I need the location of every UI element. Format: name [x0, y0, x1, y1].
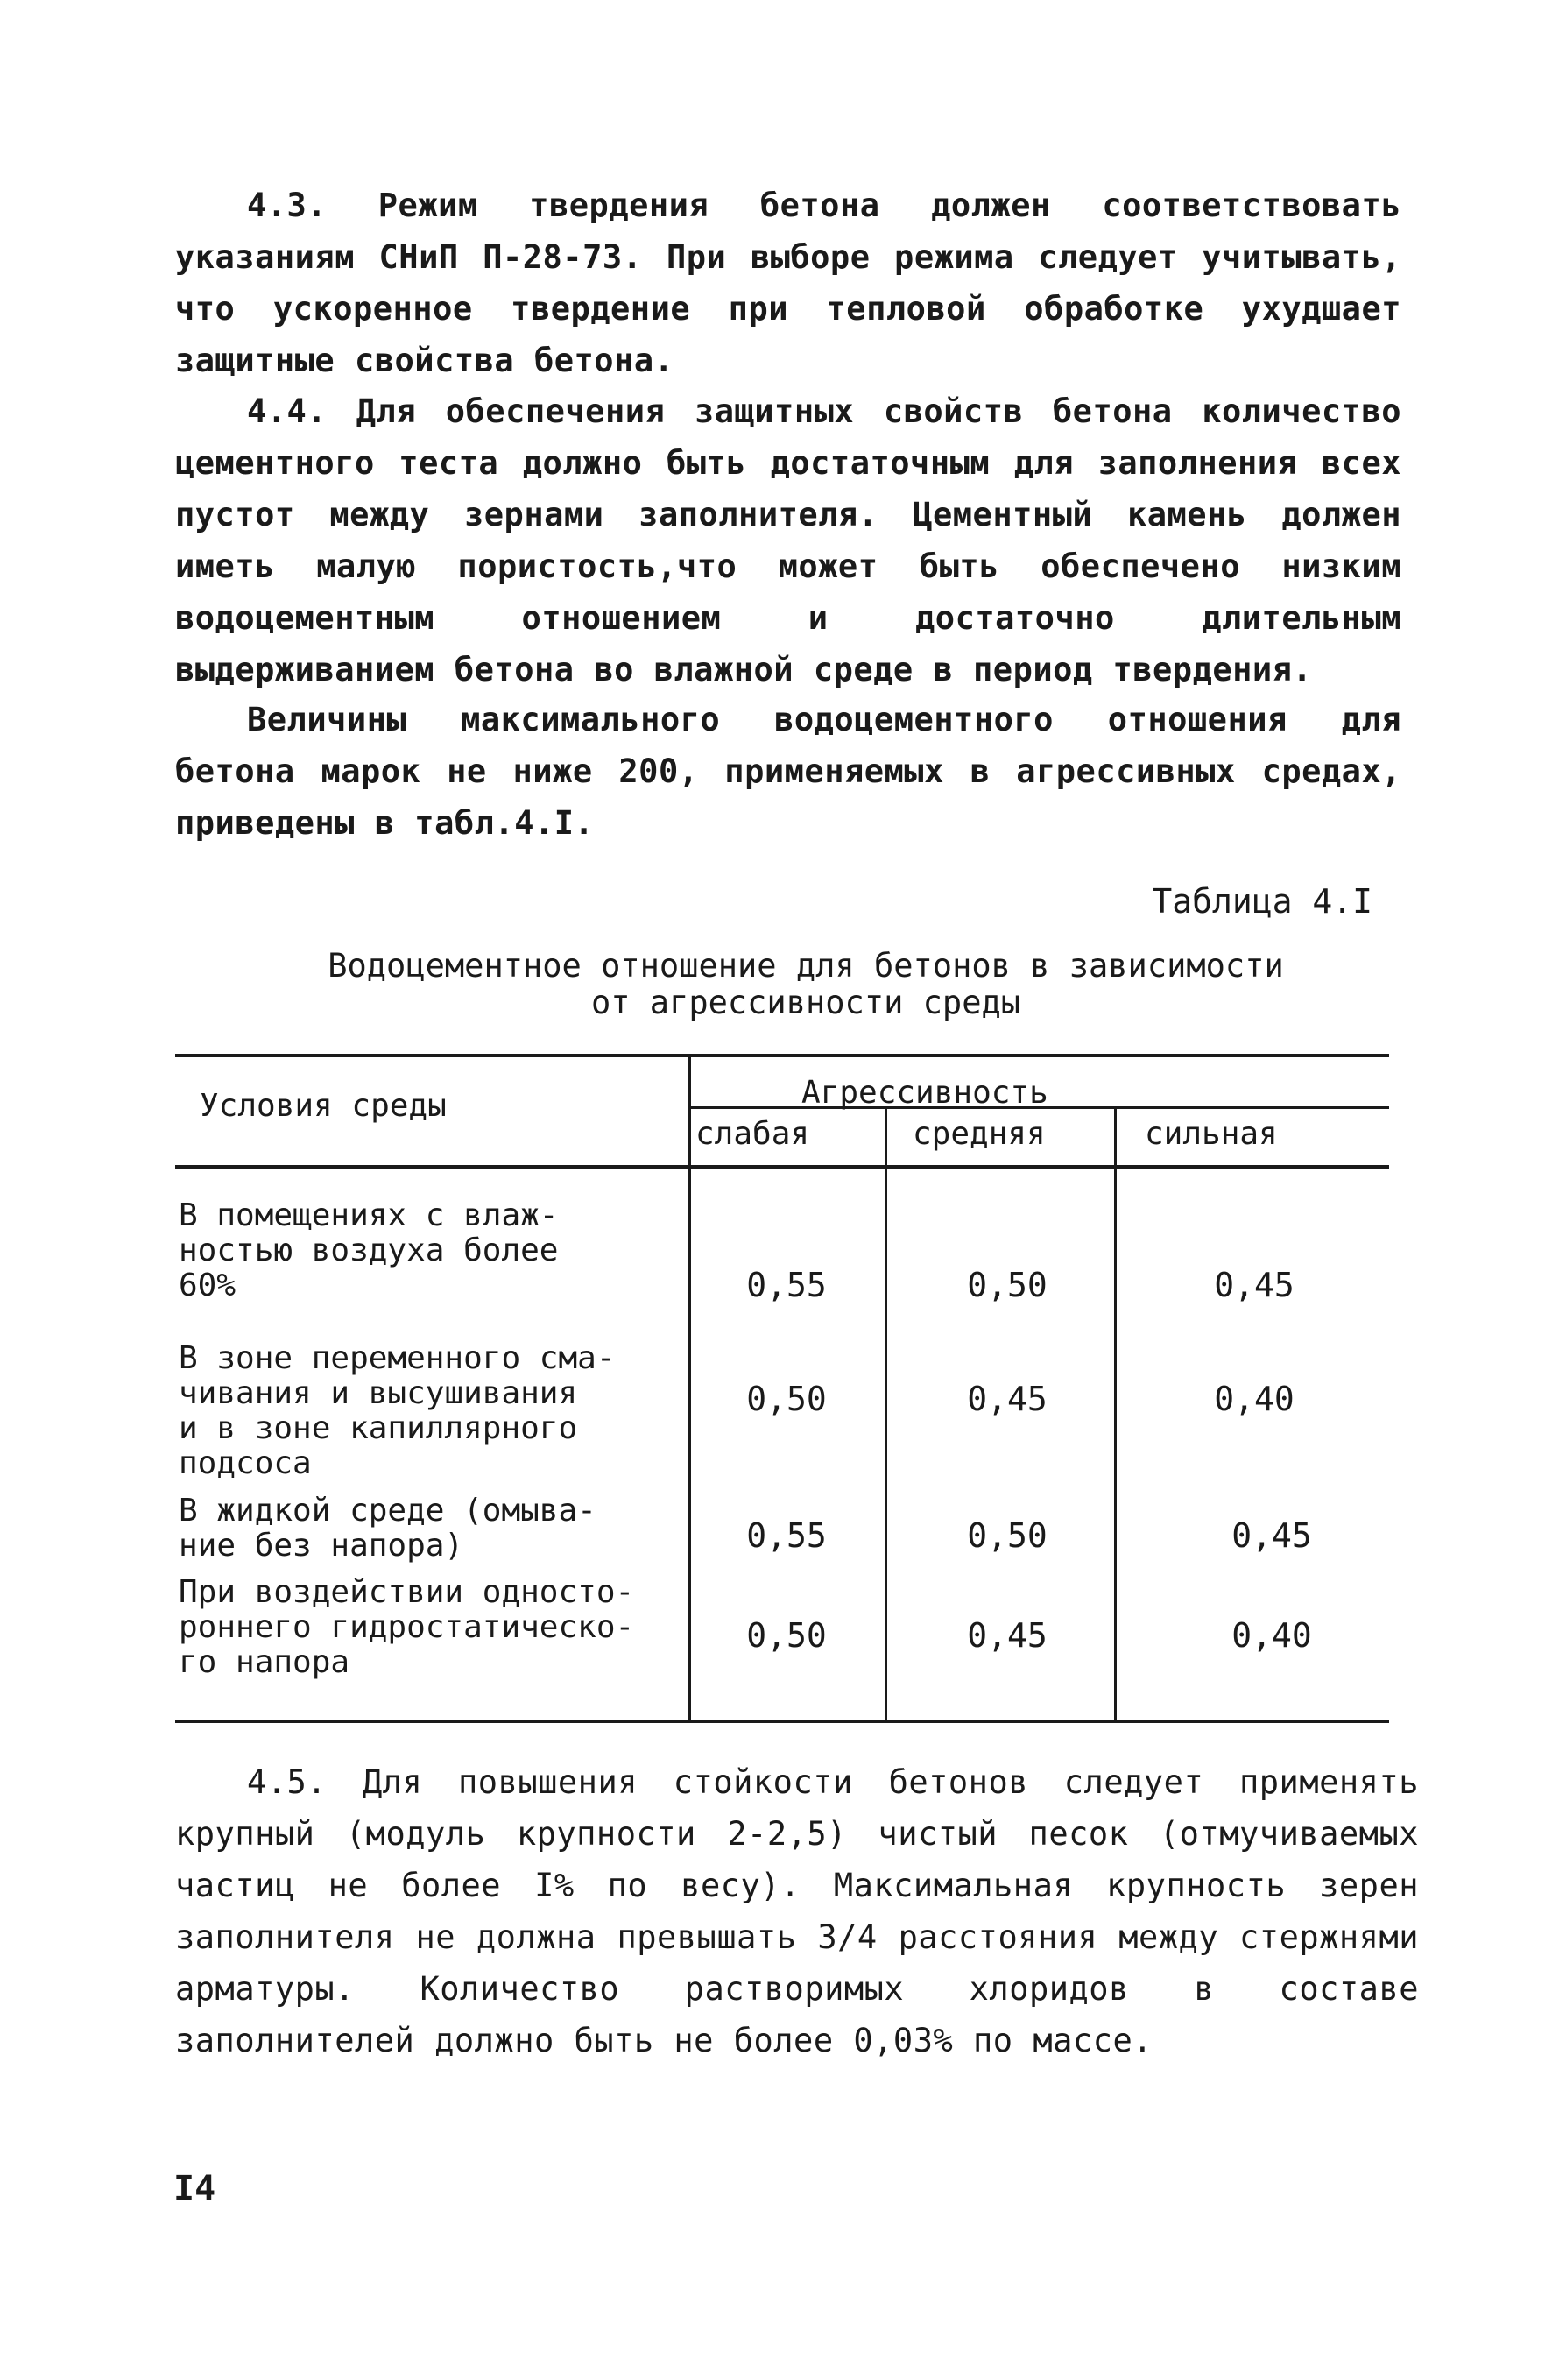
row-4-condition-line-3: го напора	[179, 1644, 350, 1680]
table-bottom-rule	[175, 1720, 1389, 1723]
header-aggressiveness: Агрессивность	[801, 1075, 1048, 1111]
row-3-medium-value: 0,50	[967, 1516, 1048, 1555]
row-3-condition-line-1: В жидкой среде (омыва-	[179, 1493, 596, 1529]
row-3-strong-value: 0,45	[1231, 1516, 1312, 1555]
paragraph-4-4-continued: Величины максимального водоцементного отношения для бетона марок не ниже 200, применяемых в агрессивных средах, приведены в табл.4.I.	[175, 701, 1401, 842]
row-4-weak-value: 0,50	[746, 1616, 827, 1655]
row-4-medium-value: 0,45	[967, 1616, 1048, 1655]
row-1-condition	[179, 1198, 678, 1303]
table-title-line-1: Водоцементное отношение для бетонов в зависимости	[328, 947, 1284, 985]
paragraph-4-5: 4.5. Для повышения стойкости бетонов следует применять крупный (модуль крупности 2-2,5) чистый песок (отмучиваемых частиц не более I% по весу). Максимальная крупность зерен заполнителя не должна превышать 3/4 расстояния между стержнями арматуры. Количество растворимых хлоридов в составе заполнителей должно быть не более 0,03% по массе.	[175, 1763, 1419, 2059]
row-2-condition-line-3: и в зоне капиллярного	[179, 1410, 578, 1446]
row-1-condition-line-2: ностью воздуха более	[179, 1232, 559, 1268]
table-top-rule	[175, 1054, 1389, 1057]
row-1-condition-line-3: 60%	[179, 1268, 236, 1303]
column-divider-conditions	[688, 1054, 691, 1721]
row-3-condition	[179, 1494, 678, 1564]
header-bottom-rule	[175, 1165, 1389, 1169]
row-2-condition	[179, 1341, 678, 1481]
table-label: Таблица 4.I	[1152, 882, 1372, 921]
row-2-condition-line-2: чивания и высушивания	[179, 1375, 578, 1411]
row-2-condition-line-1: В зоне переменного сма-	[179, 1340, 616, 1376]
column-divider-weak-medium	[885, 1108, 887, 1721]
row-1-condition-line-1: В помещениях с влаж-	[179, 1197, 559, 1233]
row-1-medium-value: 0,50	[967, 1266, 1048, 1304]
row-4-condition	[179, 1575, 678, 1680]
row-3-condition-line-2: ние без напора)	[179, 1528, 464, 1564]
water-cement-ratio-table	[175, 1054, 1389, 1724]
paragraph-4-4: 4.4. Для обеспечения защитных свойств бетона количество цементного теста должно быть достаточным для заполнения всех пустот между зернами заполнителя. Цементный камень должен иметь малую пористость,что может быть обеспечено низким водоцементным отношением и достаточно длительным выдерживанием бетона во влажной среде в период твердения.	[175, 392, 1401, 689]
header-strong: сильная	[1145, 1116, 1278, 1152]
row-4-condition-line-2: роннего гидростатическо-	[179, 1609, 635, 1645]
row-4-strong-value: 0,40	[1231, 1616, 1312, 1655]
row-2-strong-value: 0,40	[1214, 1380, 1295, 1418]
header-medium: средняя	[913, 1116, 1046, 1152]
row-3-weak-value: 0,55	[746, 1516, 827, 1555]
table-title-line-2: от агрессивности среды	[590, 984, 1021, 1021]
row-4-condition-line-1: При воздействии односто-	[179, 1574, 635, 1610]
row-2-medium-value: 0,45	[967, 1380, 1048, 1418]
row-2-weak-value: 0,50	[746, 1380, 827, 1418]
row-2-condition-line-4: подсоса	[179, 1445, 312, 1481]
header-weak: слабая	[695, 1116, 810, 1152]
column-divider-medium-strong	[1114, 1108, 1117, 1721]
paragraph-4-3: 4.3. Режим твердения бетона должен соответствовать указаниям СНиП П-28-73. При выборе режима следует учитывать, что ускоренное твердение при тепловой обработке ухудшает защитные свойства бетона.	[175, 187, 1401, 379]
row-1-strong-value: 0,45	[1214, 1266, 1295, 1304]
page-number: I4	[173, 2169, 216, 2209]
table-title	[263, 948, 1349, 1021]
header-conditions: Условия среды	[200, 1088, 447, 1124]
row-1-weak-value: 0,55	[746, 1266, 827, 1304]
